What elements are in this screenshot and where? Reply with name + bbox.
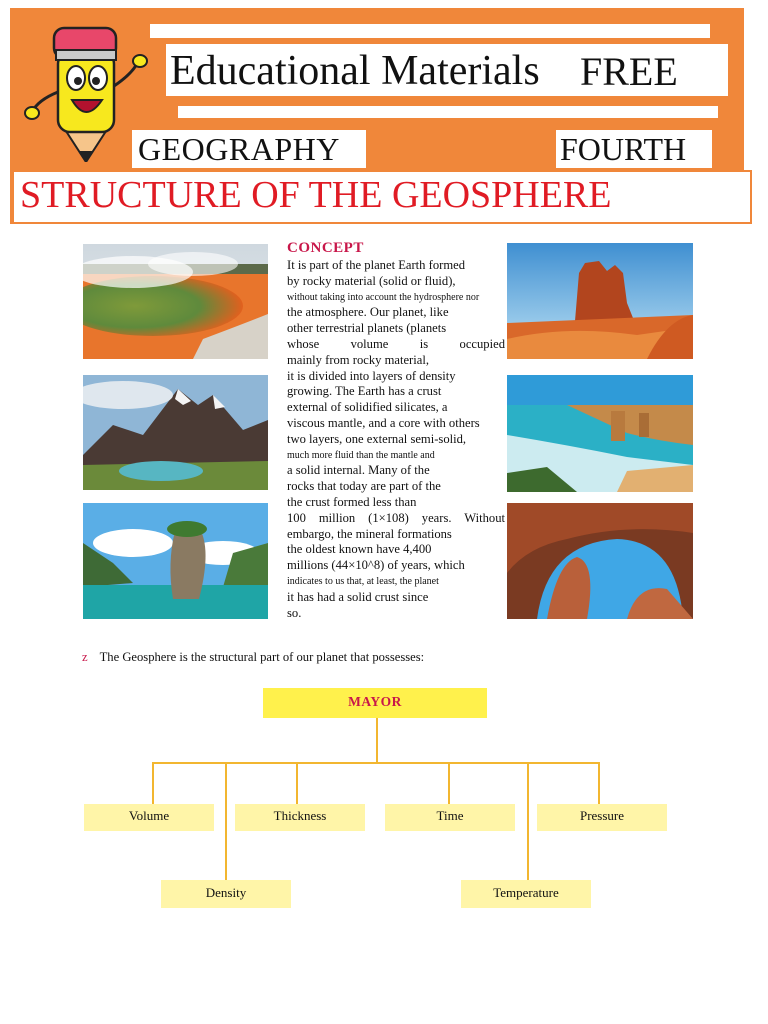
diagram-node-thickness: Thickness [235,804,365,831]
concept-line: it has had a solid crust since [287,589,429,604]
concept-line: viscous mantle, and a core with others [287,415,480,430]
concept-line: the crust formed less than [287,494,417,509]
connector-line [448,762,450,804]
diagram-node-volume: Volume [84,804,214,831]
concept-line: embargo, the mineral formations [287,526,452,541]
concept-line: much more fluid than the mantle and [287,449,435,461]
topic-title: STRUCTURE OF THE GEOSPHERE [20,174,612,216]
concept-line: indicates to us that, at least, the planet [287,575,439,587]
concept-line: so. [287,605,302,620]
concept-line: without taking into account the hydrosphere nor [287,291,480,303]
connector-line [152,762,154,804]
concept-line: it is divided into layers of density [287,368,456,383]
diagram-node-temperature: Temperature [461,880,591,908]
connector-line [527,762,529,880]
mountain-lake-image [83,375,268,490]
diagram-root-mayor: MAYOR [263,688,487,718]
connector-line [152,762,600,764]
concept-line: whose volume is occupied [287,336,505,351]
red-butte-image [507,243,693,359]
diagram-node-pressure: Pressure [537,804,667,831]
statement-text: The Geosphere is the structural part of our planet that possesses: [99,650,425,664]
connector-line [376,718,378,764]
diagram-node-time: Time [385,804,515,831]
concept-line: 100 million (1×108) years. Without [287,510,505,525]
concept-line: growing. The Earth has a crust [287,384,442,399]
concept-line: a solid internal. Many of the [287,463,430,478]
geosphere-statement [82,650,424,665]
concept-line: the atmosphere. Our planet, like [287,305,449,320]
concept-paragraph [287,258,505,621]
concept-line: It is part of the planet Earth formed [287,258,465,272]
banner-strip-middle [178,106,718,118]
concept-line: two layers, one external semi-solid, [287,431,467,446]
hot-spring-image [83,244,268,359]
free-badge: FREE [580,49,678,94]
banner-strip-top [150,24,710,38]
concept-line: external of solidified silicates, a [287,400,448,415]
pencil-mascot-icon [24,16,148,162]
bullet-marker: z [82,650,88,664]
header-title: Educational Materials [170,48,540,94]
connector-line [296,762,298,804]
grade-label: FOURTH [560,131,687,167]
rock-arch-image [507,503,693,619]
limestone-island-image [83,503,268,619]
concept-line: by rocky material (solid or fluid), [287,273,456,288]
concept-heading: CONCEPT [287,240,364,256]
concept-line: the oldest known have 4,400 [287,542,432,557]
subject-label: GEOGRAPHY [138,131,340,167]
connector-line [225,762,227,880]
concept-line: other terrestrial planets (planets [287,321,447,336]
concept-line: millions (44×10^8) of years, which [287,558,465,573]
connector-line [598,762,600,804]
diagram-node-density: Density [161,880,291,908]
concept-line: rocks that today are part of the [287,479,441,494]
concept-line: mainly from rocky material, [287,352,429,367]
coastal-stacks-image [507,375,693,492]
